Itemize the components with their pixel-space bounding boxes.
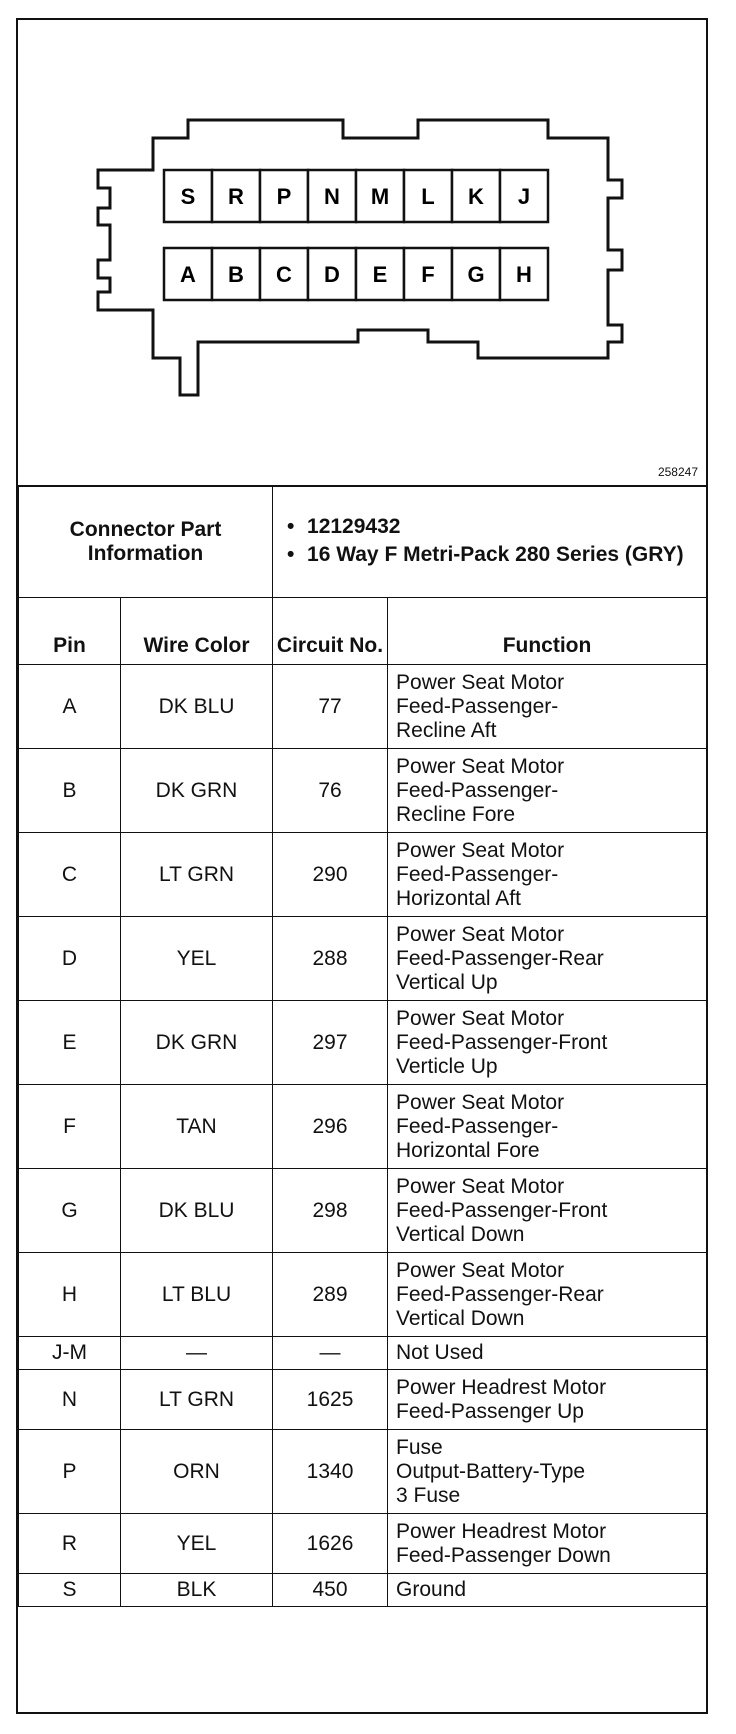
circuit-no-cell: 1625 [273, 1370, 388, 1430]
pin-letter: J [517, 184, 531, 209]
pin-cell: C [19, 833, 121, 917]
pin-cell: N [19, 1370, 121, 1430]
circuit-no-cell: 289 [273, 1253, 388, 1337]
wire-color-cell: LT BLU [121, 1253, 273, 1337]
wire-color-cell: DK GRN [121, 749, 273, 833]
wire-color-cell: ORN [121, 1430, 273, 1514]
function-cell: Power Seat Motor Feed-Passenger- Horizontal Fore [388, 1085, 707, 1169]
part-info-label: Connector Part Information [19, 486, 273, 598]
function-cell: Power Headrest Motor Feed-Passenger Up [388, 1370, 707, 1430]
figure-id: 258247 [657, 465, 698, 479]
pin-letter: B [228, 262, 244, 287]
function-cell: Power Seat Motor Feed-Passenger-Rear Vertical Up [388, 917, 707, 1001]
table-row [19, 1370, 707, 1430]
function-header: Function [388, 598, 707, 665]
pin-letter: D [324, 262, 340, 287]
table-row [19, 665, 707, 749]
wire-color-cell: DK GRN [121, 1001, 273, 1085]
wire-color-cell: TAN [121, 1085, 273, 1169]
bottom-pin-row [164, 248, 548, 300]
function-cell: Power Seat Motor Feed-Passenger-Rear Vertical Down [388, 1253, 707, 1337]
function-cell: Power Seat Motor Feed-Passenger- Horizontal Aft [388, 833, 707, 917]
table-row [19, 1001, 707, 1085]
pin-cell: B [19, 749, 121, 833]
connector-diagram [18, 20, 706, 487]
function-cell: Power Headrest Motor Feed-Passenger Down [388, 1514, 707, 1574]
pin-letter: A [180, 262, 196, 287]
circuit-no-cell: 288 [273, 917, 388, 1001]
pin-letter: H [516, 262, 532, 287]
connector-description: • 16 Way F Metri-Pack 280 Series (GRY) [287, 543, 696, 567]
part-info-details [273, 486, 707, 598]
pin-letter: M [370, 184, 390, 209]
table-row [19, 1430, 707, 1514]
connector-outline-graphic [18, 20, 706, 485]
top-pin-row [164, 170, 548, 222]
pin-cell: F [19, 1085, 121, 1169]
pin-letter: L [421, 184, 435, 209]
pin-cell: G [19, 1169, 121, 1253]
pin-cell: R [19, 1514, 121, 1574]
circuit-no-cell: 1340 [273, 1430, 388, 1514]
table-row [19, 833, 707, 917]
circuit-no-cell: 296 [273, 1085, 388, 1169]
wire-color-cell: LT GRN [121, 833, 273, 917]
table-row [19, 1337, 707, 1370]
pin-cell: H [19, 1253, 121, 1337]
pin-cell: P [19, 1430, 121, 1514]
circuit-no-cell: — [273, 1337, 388, 1370]
pin-cell: D [19, 917, 121, 1001]
header-row [19, 598, 707, 665]
pin-cell: E [19, 1001, 121, 1085]
circuit-no-cell: 298 [273, 1169, 388, 1253]
wire-color-cell: DK BLU [121, 1169, 273, 1253]
circuit-no-cell: 76 [273, 749, 388, 833]
pin-letter: S [180, 184, 196, 209]
function-cell: Fuse Output-Battery-Type 3 Fuse [388, 1430, 707, 1514]
circuit-no-cell: 297 [273, 1001, 388, 1085]
function-cell: Not Used [388, 1337, 707, 1370]
table-row [19, 1514, 707, 1574]
function-cell: Power Seat Motor Feed-Passenger-Front Verticle Up [388, 1001, 707, 1085]
pin-letter: C [276, 262, 292, 287]
circuit-no-header: Circuit No. [273, 598, 388, 665]
table-row [19, 1169, 707, 1253]
pin-header: Pin [19, 598, 121, 665]
table-row [19, 1085, 707, 1169]
pin-letter: P [276, 184, 292, 209]
pinout-table [18, 485, 707, 1607]
circuit-no-cell: 450 [273, 1574, 388, 1607]
function-cell: Power Seat Motor Feed-Passenger- Recline Aft [388, 665, 707, 749]
pin-cell: S [19, 1574, 121, 1607]
pin-letter: R [228, 184, 244, 209]
wire-color-cell: DK BLU [121, 665, 273, 749]
part-info-list [273, 505, 706, 579]
function-cell: Ground [388, 1574, 707, 1607]
table-row [19, 749, 707, 833]
wire-color-cell: — [121, 1337, 273, 1370]
pin-letter: G [467, 262, 485, 287]
table-row [19, 917, 707, 1001]
circuit-no-cell: 77 [273, 665, 388, 749]
function-cell: Power Seat Motor Feed-Passenger-Front Vertical Down [388, 1169, 707, 1253]
wire-color-cell: YEL [121, 917, 273, 1001]
part-number: • 12129432 [287, 515, 696, 539]
pin-cell: A [19, 665, 121, 749]
pin-letter: F [421, 262, 435, 287]
circuit-no-cell: 1626 [273, 1514, 388, 1574]
circuit-no-cell: 290 [273, 833, 388, 917]
wire-color-cell: YEL [121, 1514, 273, 1574]
connector-sheet [16, 18, 708, 1714]
pin-letter: K [468, 184, 484, 209]
wire-color-cell: LT GRN [121, 1370, 273, 1430]
table-row [19, 1574, 707, 1607]
pin-letter: E [372, 262, 388, 287]
pin-letter: N [324, 184, 340, 209]
pin-cell: J-M [19, 1337, 121, 1370]
part-info-row [19, 486, 707, 598]
function-cell: Power Seat Motor Feed-Passenger- Recline Fore [388, 749, 707, 833]
table-row [19, 1253, 707, 1337]
wire-color-cell: BLK [121, 1574, 273, 1607]
wire-color-header: Wire Color [121, 598, 273, 665]
